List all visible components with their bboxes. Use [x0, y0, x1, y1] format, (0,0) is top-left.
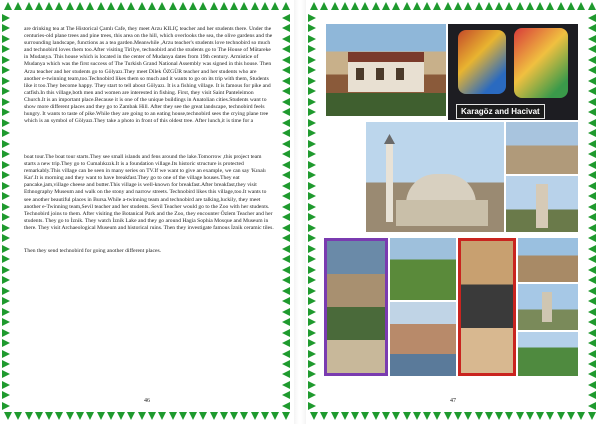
tree-triangle-icon — [310, 412, 318, 420]
tree-triangle-icon — [282, 339, 290, 347]
tree-triangle-icon — [392, 2, 400, 10]
tree-triangle-icon — [308, 14, 316, 22]
tree-triangle-icon — [179, 2, 187, 10]
tree-triangle-icon — [76, 412, 84, 420]
tree-triangle-icon — [55, 412, 63, 420]
tree-triangle-icon — [536, 412, 544, 420]
tree-triangle-icon — [282, 14, 290, 22]
tree-triangle-icon — [308, 287, 316, 295]
tree-triangle-icon — [308, 108, 316, 116]
tree-triangle-icon — [2, 14, 10, 22]
tree-triangle-icon — [308, 381, 316, 389]
tree-triangle-icon — [282, 287, 290, 295]
photo-mosque-minaret — [366, 122, 504, 232]
tree-triangle-icon — [282, 129, 290, 137]
tree-triangle-icon — [308, 150, 316, 158]
tree-triangle-icon — [199, 412, 207, 420]
tree-triangle-icon — [282, 150, 290, 158]
tree-triangle-icon — [588, 234, 596, 242]
tree-triangle-icon — [588, 140, 596, 148]
tree-triangle-icon — [577, 2, 585, 10]
photo-green-valley — [390, 238, 456, 300]
right-page — [306, 0, 600, 424]
tree-triangle-icon — [4, 2, 12, 10]
tree-triangle-icon — [588, 182, 596, 190]
tree-triangle-icon — [588, 370, 596, 378]
tree-triangle-icon — [220, 2, 228, 10]
tree-triangle-icon — [2, 56, 10, 64]
tree-triangle-icon — [588, 35, 596, 43]
tree-triangle-icon — [588, 119, 596, 127]
tree-triangle-icon — [282, 213, 290, 221]
tree-triangle-icon — [2, 140, 10, 148]
tree-triangle-icon — [308, 129, 316, 137]
tree-triangle-icon — [282, 234, 290, 242]
tree-triangle-icon — [189, 412, 197, 420]
tree-triangle-icon — [588, 56, 596, 64]
tree-triangle-icon — [372, 412, 380, 420]
tree-triangle-icon — [117, 2, 125, 10]
tree-triangle-icon — [588, 87, 596, 95]
tree-triangle-icon — [588, 14, 596, 22]
tree-triangle-icon — [546, 412, 554, 420]
tree-triangle-icon — [516, 2, 524, 10]
tree-triangle-icon — [341, 2, 349, 10]
tree-triangle-icon — [261, 2, 269, 10]
tree-triangle-icon — [2, 276, 10, 284]
story-paragraph-1: are drinking tea at The Historical Çamlı Cafe, they meet Arzu KILIÇ teacher and her students there. Under the centuries-old plane trees and pine trees, this area on the hill, which overlooks the sea, the olive gardens and the surrounding landscape, functions as a tea garden.Meanwhile ,Arzu teacher's students love technobird so much and technobird loves them too.After visiting Tirilye, technobird and the students go to The House of Mütareke in Mudanya. This house which is located in the center of Mudanya dates from 19th century. Armistice of Mudanya which was the first success of The Turkish Grand National Assembly was signed in this house. Then Arzu teacher and her students go to Gölyazı.They meet Dilek ÖZGÜR teacher and her students who are another e-twinning team,too.Technobird likes them so much and it wants to go on its trip with them, Students like it too.They become happy. They start to tell about Gölyazı. It is a fishing village. It is famous for pike and catfish.In this village,both men and women are interested in fishing. First, they visit Saint Panteleimon Church.It is an important place.Because it is one of the unique buildings in Anatolian cities.Students want to show more different places and they go to Zambak Hill. After they see the great landscape, technobird feels hungry. It wants to taste of pike.While they are going to an eating house,technobird sees the crying plane tree which is an symbol of Gölyazı.They take a photo in front of this oldest tree. After lunch,it is time for a — [24, 26, 273, 125]
tree-triangle-icon — [588, 308, 596, 316]
tree-triangle-icon — [282, 255, 290, 263]
tree-triangle-icon — [475, 412, 483, 420]
tree-triangle-icon — [282, 329, 290, 337]
tree-triangle-icon — [485, 2, 493, 10]
tree-triangle-icon — [308, 66, 316, 74]
tree-triangle-icon — [230, 2, 238, 10]
tree-triangle-icon — [2, 45, 10, 53]
tree-triangle-icon — [495, 412, 503, 420]
tree-triangle-icon — [361, 2, 369, 10]
tree-triangle-icon — [2, 108, 10, 116]
tree-triangle-icon — [282, 108, 290, 116]
tree-triangle-icon — [14, 412, 22, 420]
tree-triangle-icon — [97, 2, 105, 10]
tree-triangle-icon — [2, 192, 10, 200]
tree-triangle-icon — [308, 24, 316, 32]
tree-triangle-icon — [2, 171, 10, 179]
tree-triangle-icon — [179, 412, 187, 420]
tree-triangle-icon — [2, 308, 10, 316]
tree-triangle-icon — [138, 2, 146, 10]
tree-triangle-icon — [308, 77, 316, 85]
photo-street-market — [518, 238, 578, 282]
tree-triangle-icon — [282, 297, 290, 305]
tree-triangle-icon — [2, 329, 10, 337]
left-page — [0, 0, 294, 424]
tree-triangle-icon — [282, 381, 290, 389]
tree-triangle-icon — [308, 370, 316, 378]
tree-triangle-icon — [158, 412, 166, 420]
photo-park — [518, 332, 578, 376]
tree-triangle-icon — [261, 412, 269, 420]
tree-triangle-icon — [2, 35, 10, 43]
photo-collage-frame-red — [458, 238, 516, 376]
tree-triangle-icon — [127, 2, 135, 10]
tree-triangle-icon — [2, 150, 10, 158]
tree-triangle-icon — [423, 412, 431, 420]
tree-triangle-icon — [331, 2, 339, 10]
tree-triangle-icon — [588, 412, 596, 420]
tree-triangle-icon — [588, 171, 596, 179]
tree-triangle-icon — [588, 339, 596, 347]
tree-triangle-icon — [588, 255, 596, 263]
tree-triangle-icon — [2, 255, 10, 263]
tree-triangle-icon — [282, 308, 290, 316]
tree-border-bottom — [310, 412, 596, 422]
tree-triangle-icon — [2, 213, 10, 221]
tree-triangle-icon — [2, 87, 10, 95]
tree-triangle-icon — [308, 45, 316, 53]
tree-triangle-icon — [282, 140, 290, 148]
tree-triangle-icon — [588, 350, 596, 358]
tree-triangle-icon — [308, 35, 316, 43]
tree-triangle-icon — [271, 2, 279, 10]
tree-triangle-icon — [251, 2, 259, 10]
tree-triangle-icon — [588, 360, 596, 368]
tree-triangle-icon — [505, 412, 513, 420]
tree-triangle-icon — [588, 245, 596, 253]
tree-triangle-icon — [282, 66, 290, 74]
tree-triangle-icon — [2, 245, 10, 253]
tree-triangle-icon — [282, 370, 290, 378]
tree-triangle-icon — [588, 77, 596, 85]
tree-triangle-icon — [138, 412, 146, 420]
tree-triangle-icon — [2, 370, 10, 378]
tree-triangle-icon — [588, 266, 596, 274]
tree-triangle-icon — [282, 119, 290, 127]
tree-triangle-icon — [308, 161, 316, 169]
tree-triangle-icon — [382, 2, 390, 10]
tree-triangle-icon — [282, 412, 290, 420]
tree-triangle-icon — [341, 412, 349, 420]
photo-collage-frame-purple — [324, 238, 388, 376]
tree-triangle-icon — [588, 287, 596, 295]
tree-triangle-icon — [320, 2, 328, 10]
tree-triangle-icon — [169, 412, 177, 420]
tree-triangle-icon — [588, 45, 596, 53]
tree-triangle-icon — [308, 318, 316, 326]
tree-triangle-icon — [2, 339, 10, 347]
tree-triangle-icon — [423, 2, 431, 10]
page-number: 47 — [450, 398, 456, 404]
tree-triangle-icon — [282, 77, 290, 85]
tree-triangle-icon — [308, 203, 316, 211]
tree-triangle-icon — [2, 360, 10, 368]
tree-triangle-icon — [308, 234, 316, 242]
tree-triangle-icon — [2, 98, 10, 106]
tree-triangle-icon — [308, 297, 316, 305]
photo-castle-wall — [506, 122, 578, 174]
tree-triangle-icon — [308, 87, 316, 95]
tree-border-top — [310, 2, 596, 12]
tree-triangle-icon — [308, 56, 316, 64]
tree-triangle-icon — [308, 119, 316, 127]
tree-triangle-icon — [588, 276, 596, 284]
tree-triangle-icon — [308, 339, 316, 347]
tree-triangle-icon — [282, 276, 290, 284]
tree-triangle-icon — [2, 381, 10, 389]
tree-triangle-icon — [588, 24, 596, 32]
tree-triangle-icon — [526, 412, 534, 420]
tree-triangle-icon — [308, 224, 316, 232]
tree-triangle-icon — [14, 2, 22, 10]
tree-triangle-icon — [331, 412, 339, 420]
tree-triangle-icon — [271, 412, 279, 420]
tree-triangle-icon — [454, 412, 462, 420]
tree-triangle-icon — [413, 412, 421, 420]
tree-triangle-icon — [308, 266, 316, 274]
tree-triangle-icon — [45, 2, 53, 10]
tree-triangle-icon — [464, 2, 472, 10]
tree-triangle-icon — [382, 412, 390, 420]
tree-triangle-icon — [557, 412, 565, 420]
tree-triangle-icon — [454, 2, 462, 10]
tree-triangle-icon — [282, 192, 290, 200]
tree-triangle-icon — [464, 412, 472, 420]
tree-triangle-icon — [282, 87, 290, 95]
tree-triangle-icon — [2, 350, 10, 358]
tree-triangle-icon — [2, 203, 10, 211]
tree-triangle-icon — [4, 412, 12, 420]
tree-triangle-icon — [282, 45, 290, 53]
tree-triangle-icon — [320, 412, 328, 420]
tree-triangle-icon — [2, 318, 10, 326]
tree-triangle-icon — [588, 161, 596, 169]
tree-triangle-icon — [127, 412, 135, 420]
tree-triangle-icon — [588, 108, 596, 116]
tree-triangle-icon — [76, 2, 84, 10]
tree-triangle-icon — [505, 2, 513, 10]
tree-triangle-icon — [251, 412, 259, 420]
tree-triangle-icon — [2, 129, 10, 137]
tree-triangle-icon — [433, 2, 441, 10]
tree-triangle-icon — [45, 412, 53, 420]
story-paragraph-3: Then they send technobird for going another different places. — [24, 248, 162, 254]
tree-border-right — [588, 14, 598, 410]
tree-border-top — [4, 2, 290, 12]
tree-triangle-icon — [282, 171, 290, 179]
tree-triangle-icon — [2, 297, 10, 305]
tree-triangle-icon — [35, 412, 43, 420]
tree-triangle-icon — [308, 350, 316, 358]
tree-triangle-icon — [86, 2, 94, 10]
tree-triangle-icon — [308, 329, 316, 337]
tree-triangle-icon — [282, 203, 290, 211]
tree-triangle-icon — [403, 412, 411, 420]
tree-triangle-icon — [107, 412, 115, 420]
tree-triangle-icon — [588, 318, 596, 326]
tree-triangle-icon — [25, 2, 33, 10]
tree-triangle-icon — [117, 412, 125, 420]
tree-triangle-icon — [282, 224, 290, 232]
tree-triangle-icon — [2, 119, 10, 127]
tree-triangle-icon — [2, 224, 10, 232]
tree-triangle-icon — [148, 412, 156, 420]
tree-triangle-icon — [485, 412, 493, 420]
tree-triangle-icon — [2, 66, 10, 74]
photo-caption: Karagöz and Hacivat — [456, 104, 545, 119]
tree-triangle-icon — [2, 234, 10, 242]
tree-triangle-icon — [282, 245, 290, 253]
tree-triangle-icon — [282, 35, 290, 43]
tree-triangle-icon — [351, 412, 359, 420]
tree-triangle-icon — [86, 412, 94, 420]
tree-triangle-icon — [588, 129, 596, 137]
tree-triangle-icon — [220, 412, 228, 420]
tree-triangle-icon — [351, 2, 359, 10]
tree-triangle-icon — [282, 161, 290, 169]
tree-triangle-icon — [588, 2, 596, 10]
tree-triangle-icon — [282, 56, 290, 64]
tree-triangle-icon — [210, 412, 218, 420]
tree-triangle-icon — [403, 2, 411, 10]
tree-triangle-icon — [526, 2, 534, 10]
tree-triangle-icon — [588, 213, 596, 221]
tree-triangle-icon — [282, 182, 290, 190]
tree-triangle-icon — [588, 329, 596, 337]
tree-triangle-icon — [444, 412, 452, 420]
tree-border-right — [282, 14, 292, 410]
tree-triangle-icon — [588, 381, 596, 389]
tree-triangle-icon — [444, 2, 452, 10]
tree-triangle-icon — [169, 2, 177, 10]
tree-triangle-icon — [199, 2, 207, 10]
photo-city-panorama — [390, 302, 456, 376]
tree-triangle-icon — [495, 2, 503, 10]
tree-triangle-icon — [2, 266, 10, 274]
tree-triangle-icon — [55, 2, 63, 10]
book-gutter — [294, 0, 306, 424]
tree-triangle-icon — [282, 318, 290, 326]
tree-triangle-icon — [475, 2, 483, 10]
story-paragraph-2: boat tour.The boat tour starts.They see small islands and fens around the lake.Tomorrow ,this project team starts a new trip.They go to Cumalıkızık.It is a foundation village.Its historic structure is protected remarkably.This village can be seen in many series on TV.If we want to give an example, we can say 'Kınalı Kar'.It is morning and they want to have breakfast.They go to one of the village houses.They eat pancake,jam,village cheese and butter.This village is well-known for breakfast.After breakfast,they visit Ethnography Museum and walk on the stony and narrow streets. Technobird likes this village,too.It wants to see another beautiful places in Bursa.While a-twinning team and technobird are talking,luckily, they meet another e-Twinning team,Sevil teacher and her students. Sevil Teacher would go to the Zoo with her students. Technobird joins to them. After visiting the Botanical Park and the Zoo, they encounter Özlem Teacher and her students. They go to İznik. They watch İznik Lake and they go around Hagia Sophia Mosque and Museum in there. They visit Archaeological Museum and historical ruins. Then they investigate famous İznik ceramic tiles. — [24, 154, 274, 231]
tree-triangle-icon — [308, 308, 316, 316]
tree-triangle-icon — [158, 2, 166, 10]
tree-triangle-icon — [413, 2, 421, 10]
tree-triangle-icon — [282, 2, 290, 10]
tree-triangle-icon — [210, 2, 218, 10]
tree-triangle-icon — [230, 412, 238, 420]
tree-triangle-icon — [308, 213, 316, 221]
tree-triangle-icon — [372, 2, 380, 10]
tree-triangle-icon — [282, 98, 290, 106]
tree-triangle-icon — [2, 24, 10, 32]
tree-triangle-icon — [240, 2, 248, 10]
tree-triangle-icon — [577, 412, 585, 420]
tree-triangle-icon — [308, 140, 316, 148]
tree-triangle-icon — [588, 297, 596, 305]
tree-triangle-icon — [588, 192, 596, 200]
tree-triangle-icon — [25, 412, 33, 420]
tree-triangle-icon — [588, 98, 596, 106]
tree-triangle-icon — [588, 224, 596, 232]
tree-triangle-icon — [308, 255, 316, 263]
tree-triangle-icon — [361, 412, 369, 420]
tree-triangle-icon — [2, 182, 10, 190]
tree-triangle-icon — [588, 150, 596, 158]
tree-triangle-icon — [282, 266, 290, 274]
tree-triangle-icon — [536, 2, 544, 10]
tree-triangle-icon — [148, 2, 156, 10]
tree-triangle-icon — [308, 171, 316, 179]
tree-triangle-icon — [66, 412, 74, 420]
tree-triangle-icon — [310, 2, 318, 10]
tree-triangle-icon — [308, 182, 316, 190]
tree-border-left — [2, 14, 12, 410]
tree-triangle-icon — [66, 2, 74, 10]
photo-historic-house — [326, 24, 446, 116]
tree-triangle-icon — [546, 2, 554, 10]
page-number: 46 — [144, 398, 150, 404]
photo-clock-tower — [506, 176, 578, 232]
tree-triangle-icon — [107, 2, 115, 10]
tree-triangle-icon — [308, 98, 316, 106]
tree-border-left — [308, 14, 318, 410]
tree-triangle-icon — [308, 245, 316, 253]
tree-triangle-icon — [433, 412, 441, 420]
tree-border-bottom — [4, 412, 290, 422]
tree-triangle-icon — [189, 2, 197, 10]
tree-triangle-icon — [2, 287, 10, 295]
tree-triangle-icon — [2, 161, 10, 169]
tree-triangle-icon — [588, 66, 596, 74]
tree-triangle-icon — [516, 412, 524, 420]
tree-triangle-icon — [567, 412, 575, 420]
tree-triangle-icon — [308, 192, 316, 200]
tree-triangle-icon — [2, 77, 10, 85]
tree-triangle-icon — [35, 2, 43, 10]
tree-triangle-icon — [282, 350, 290, 358]
tree-triangle-icon — [557, 2, 565, 10]
tree-triangle-icon — [282, 360, 290, 368]
tree-triangle-icon — [588, 203, 596, 211]
tree-triangle-icon — [308, 276, 316, 284]
tree-triangle-icon — [240, 412, 248, 420]
tree-triangle-icon — [282, 24, 290, 32]
tree-triangle-icon — [392, 412, 400, 420]
tree-triangle-icon — [308, 360, 316, 368]
tree-triangle-icon — [567, 2, 575, 10]
tree-triangle-icon — [97, 412, 105, 420]
photo-monument — [518, 284, 578, 330]
